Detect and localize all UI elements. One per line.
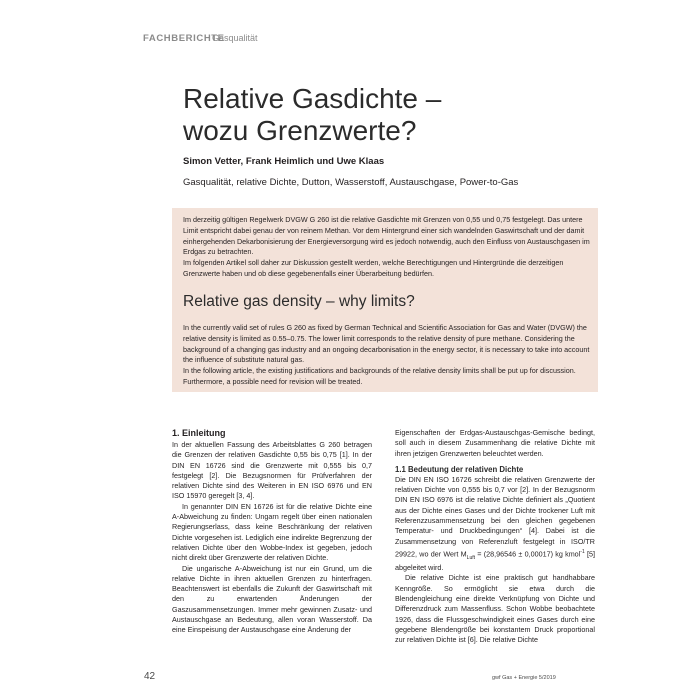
body-paragraph: In der aktuellen Fassung des Arbeitsblattes G 260 betragen die Grenzen der relativen Gasdichte 0,55 bis 0,75 [1]. In der DIN EN 16726 sind die Grenzwerte mit 0,555 bis 0,7 festgelegt [2]. Die Bezugsnormen für Prüfverfahren der relativen Dichte sind des Weiteren in EN ISO 6976 und EN ISO 15970 geregelt [3, 4]. [172,440,372,501]
article-title [183,83,441,147]
subsection-heading: 1.1 Bedeutung der relativen Dichte [395,464,524,474]
body-paragraph: Die ungarische A-Abweichung ist nur ein Grund, um die relative Dichte in ihren aktuellen Grenzen zu hinterfragen. Beachtenswert ist ebenfalls die Zukunft der Gaswirtschaft mit den zu erwartenden Änderungen der Gaszusammensetzungen. Immer mehr gewinnen Zusatz- und Austauschgase an Bedeutung, allen voran Wasserstoff. Da eine Einspeisung der Austauschgase eine Änderung der [172,563,372,635]
journal-footer: gwf Gas + Energie 5/2019 [492,675,556,681]
section-heading: 1. Einleitung [172,428,226,438]
abstract-english [183,323,593,388]
abstract-de-paragraph: Im derzeitig gültigen Regelwerk DVGW G 260 ist die relative Gasdichte mit Grenzen von 0,55 und 0,75 festgelegt. Das untere Limit entspricht dabei genau der von reinem Methan. Vor dem Hintergrund einer sich wandelnden Gaswirtschaft und der damit einhergehenden Dekarbonisierung der Energieversorgung wird es jedoch notwendig, auch den Einfluss von Austauschgasen im Erdgas zu betrachten. [183,215,590,257]
body-text: = (28,96546 ± 0,00017) kg kmol [475,549,581,559]
subscript: Luft [466,554,476,561]
body-paragraph: Die relative Dichte ist eine praktisch gut handhabbare Kenngröße. So ermöglicht sie etwa durch die Blendengleichung eine direkte Verknüpfung von Dichte und Differenzdruck zum Massenfluss. Schon Wobbe beobachtete 1926, dass die Flussgeschwindigkeit eines Gases durch eine gegebene Blendengröße bei konstantem Druck proportional zur relativen Dichte ist [6]. Die relative Dichte [395,573,595,645]
body-paragraph: In genannter DIN EN 16726 ist für die relative Dichte eine A-Abweichung zu finden: Ungarn regelt über einen nationalen Regierungserlass, dass keine Beschränkung der relativen Dichte vorgesehen ist. Lediglich eine indirekte Begrenzung der relativen Dichte über den Wobbe-Index ist gegeben, jedoch nicht direkt über Grenzwerte der relativen Dichte. [172,501,372,563]
abstract-de-paragraph: Im folgenden Artikel soll daher zur Diskussion gestellt werden, welche Berechtigungen und Hintergründe die derzeitigen Grenzwerte haben und ob diese gegebenenfalls einer Überarbeitung bedürfen. [183,258,564,278]
body-column-left [172,428,372,636]
abstract-en-paragraph: In the currently valid set of rules G 260 as fixed by German Technical and Scientific Association for Gas and Water (DVGW) the relative density is limited as 0.55–0.75. The lower limit corresponds to the relative density of pure methane. Considering the background of a changing gas industry and an ongoing decarbonisation in the energy sector, it is necessary to take into account the influence of substitute natural gas. [183,323,590,365]
topic-label: Gasqualität [212,33,258,43]
title-line-1: Relative Gasdichte – [183,83,442,114]
superscript: -1 [580,548,585,555]
body-paragraph: Eigenschaften der Erdgas-Austauschgas-Gemische bedingt, soll auch in diesem Zusammenhang die relative Dichte mit ihren jetzigen Grenzwerten beleuchtet werden. [395,428,595,458]
title-line-2: wozu Grenzwerte? [183,115,417,146]
body-paragraph [395,475,595,574]
english-title: Relative gas density – why limits? [183,293,415,310]
body-text: [5] abgeleitet wird. [395,549,595,573]
keywords: Gasqualität, relative Dichte, Dutton, Wasserstoff, Austauschgase, Power-to-Gas [183,177,519,188]
authors: Simon Vetter, Frank Heimlich und Uwe Klaas [183,156,385,167]
body-column-right [395,428,595,645]
section-label: FACHBERICHTE [143,33,225,44]
body-text: Die DIN EN ISO 16726 schreibt die relativen Grenzwerte der relativen Dichte von 0,555 bis 0,7 vor [2]. In der Bezugsnorm DIN EN ISO 6976 ist die relative Dichte definiert als „Quotient aus der Dichte eines Gases und der Dichte trockener Luft mit Referenzzusammensetzung bei den gleichen gegebenen Temperatur- und Druckbedingungen“ [4]. Dabei ist die Zusammensetzung von Referenzluft festgelegt in ISO/TR 29922, wo der Wert M [395,474,595,559]
abstract-german [183,215,593,280]
page-number: 42 [144,671,156,682]
abstract-en-paragraph: In the following article, the existing justifications and backgrounds of the relative density limits shall be put up for discussion. Furthermore, a possible need for revision will be treated. [183,366,576,386]
